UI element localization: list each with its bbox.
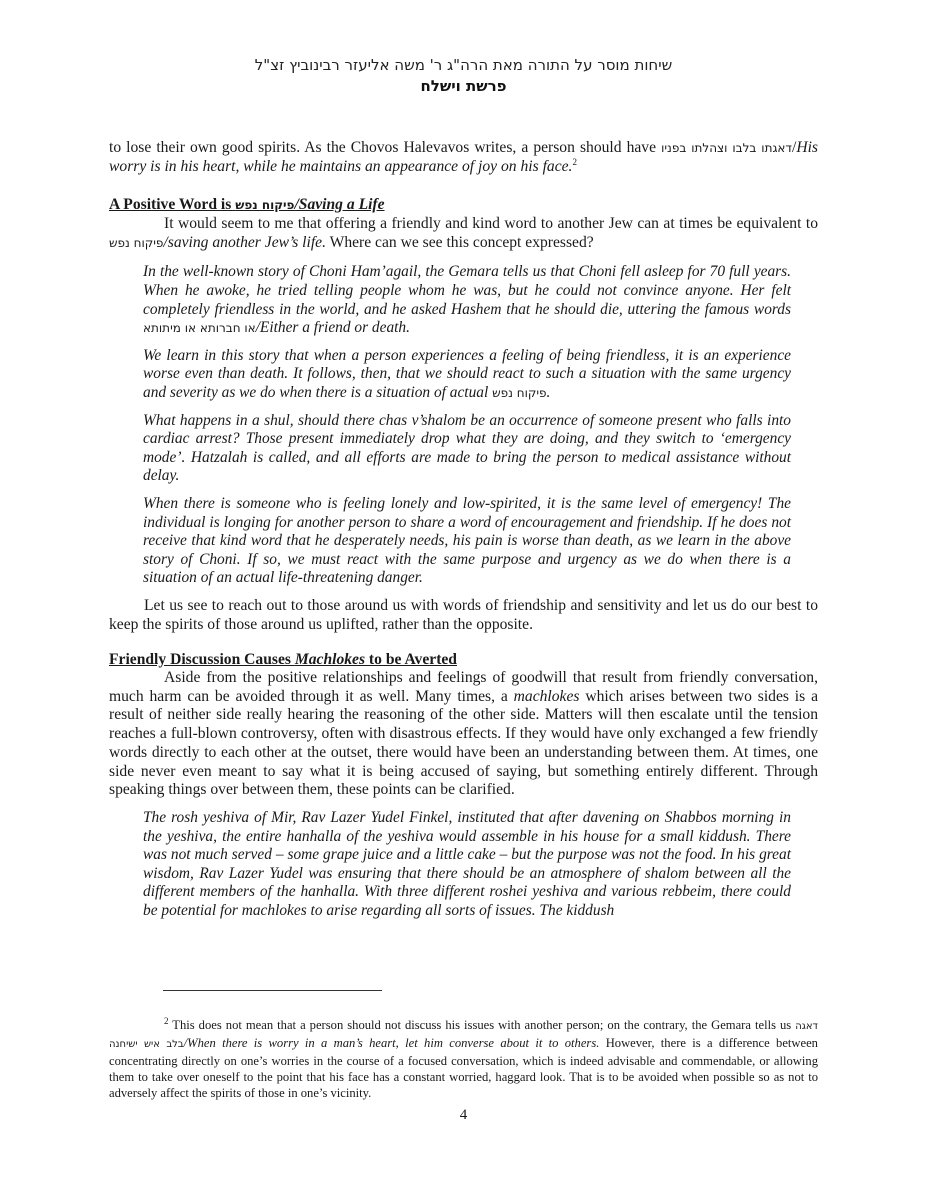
slash: / [791,139,797,156]
footnote-italic: /When there is worry in a man’s heart, let him converse about it to others. [183,1036,600,1050]
heading-hebrew: פיקוח נפש [235,198,295,212]
footnote-text: This does not mean that a person should not discuss his issues with another person; on the contrary, the Gemara tells us [168,1018,796,1032]
para-text: It would seem to me that offering a friendly and kind word to another Jew can at times be equivalent to [164,215,818,232]
quote-friendless-lesson [143,347,791,403]
para-text: Aside from the positive relationships and feelings of goodwill that result from friendly conversation, much harm can be avoided through it as well. Many times, a [109,669,818,705]
heading-text-after: to be Averted [365,651,457,668]
section-1-closing: Let us see to reach out to those around us with words of friendship and sensitivity and let us do our best to keep the spirits of those around us uplifted, rather than the opposite. [109,596,818,633]
footnote-number: 2 [164,1015,169,1026]
footnote-ref[interactable]: 2 [572,156,577,167]
para-italic: machlokes [513,687,580,705]
quote-rav-lazer-yudel: The rosh yeshiva of Mir, Rav Lazer Yudel Finkel, instituted that after davening on Shabbos morning in the yeshiva, the entire hanhalla of the yeshiva would assemble in his house for a small kiddush. There was not much served – some grape juice and a little cake – but the purpose was not the food. In his great wisdom, Rav Lazer Yudel was ensuring that there should be an atmosphere of shalom between all the different members of the hanhalla. With three different roshei yeshiva and various rebbeim, there could be potential for machlokes to arise regarding all sorts of issues. The kiddush [143,808,791,919]
section-1-paragraph [109,215,818,252]
heading-italic: /Saving a Life [294,196,385,213]
para-hebrew: פיקוח נפש [109,235,164,250]
quote-hebrew: או חברותא או מיתותא [143,321,256,336]
header-book-title: שיחות מוסר על התורה מאת הרה"ג ר' משה אליעזר רבינוביץ זצ"ל [254,56,673,74]
intro-translation: His worry is in his heart, while he maintains an appearance of joy on his face. [109,139,818,175]
para-text-after: which arises between two sides is a result of neither side really hearing the reasoning of the other side. Matters will then escalate until the tension reaches a full-blown controversy, often with disastrous effects. If they would have only exchanged a few friendly words directly to each other at the outset, there would have been an understanding between them. At times, one side never even meant to say what it is being accused of saying, but something entirely different. Through speaking things over between them, these points can be clarified. [109,687,818,799]
para-text-after: Where can we see this concept expressed? [325,233,594,251]
quote-lonely-emergency: When there is someone who is feeling lonely and low-spirited, it is the same level of emergency! The individual is longing for another person to share a word of encouragement and friendship. If he does not receive that kind word that he desperately needs, his pain is worse than death, as we learn in the above story of Choni. If so, we must react with the same purpose and urgency as we do when there is a situation of an actual life-threatening danger. [143,494,791,587]
footnote-hebrew: דאגה בלב איש ישיחנה [109,1021,818,1050]
quote-cardiac-arrest: What happens in a shul, should there chas v’shalom be an occurrence of someone present who falls into cardiac arrest? Those present immediately drop what they are doing, and they switch to ‘emergency mode’. Hatzalah is called, and all efforts are made to bring the person to medical assistance without delay. [143,411,791,485]
page-number: 4 [459,1107,468,1123]
heading-text: Friendly Discussion Causes [109,651,295,668]
section-1 [109,195,818,634]
quote-translation: /Either a friend or death. [255,319,410,337]
para-italic: /saving another Jew’s life. [163,233,326,251]
running-header [0,55,927,97]
quote-text: In the well-known story of Choni Ham’agail, the Gemara tells us that Choni fell asleep for 70 full years. When he awoke, he tried telling people whom he was, but he could not convince anyone. Her felt completely friendless in the world, and he asked Hashem that he should die, uttering the famous words [143,263,791,318]
section-2 [109,650,818,920]
section-heading-friendly-discussion [109,650,818,669]
footnote [109,1017,818,1101]
footnote-separator [163,990,382,991]
intro-hebrew-quote: דאגתו בלבו וצהלתו בפניו [661,141,792,155]
quote-text: We learn in this story that when a person experiences a feeling of being friendless, it is an experience worse even than death. It follows, then, that we should react to such a situation with the same urgency and severity as we do when there is a situation of actual [143,346,791,401]
intro-paragraph [109,139,818,176]
header-parsha-title: פרשת וישלח [420,77,507,95]
intro-text: to lose their own good spirits. As the Chovos Halevavos writes, a person should have [109,139,662,156]
quote-text-after: . [546,383,551,401]
footnote-text-after: However, there is a difference between concentrating directly on one’s worries in the course of a focused conversation, which is indeed advisable and commendable, or allowing them to take over oneself to the point that his face has a constant worried, haggard look. That is to be avoided when possible so as not to adversely affect the spirits of those in one’s vicinity. [109,1036,818,1100]
heading-text: A Positive Word is [109,196,236,213]
heading-italic: Machlokes [294,651,366,668]
section-heading-positive-word [109,195,818,215]
quote-hebrew: פיקוח נפש [492,385,547,400]
quote-choni-story [143,263,791,337]
section-2-paragraph [109,669,818,800]
